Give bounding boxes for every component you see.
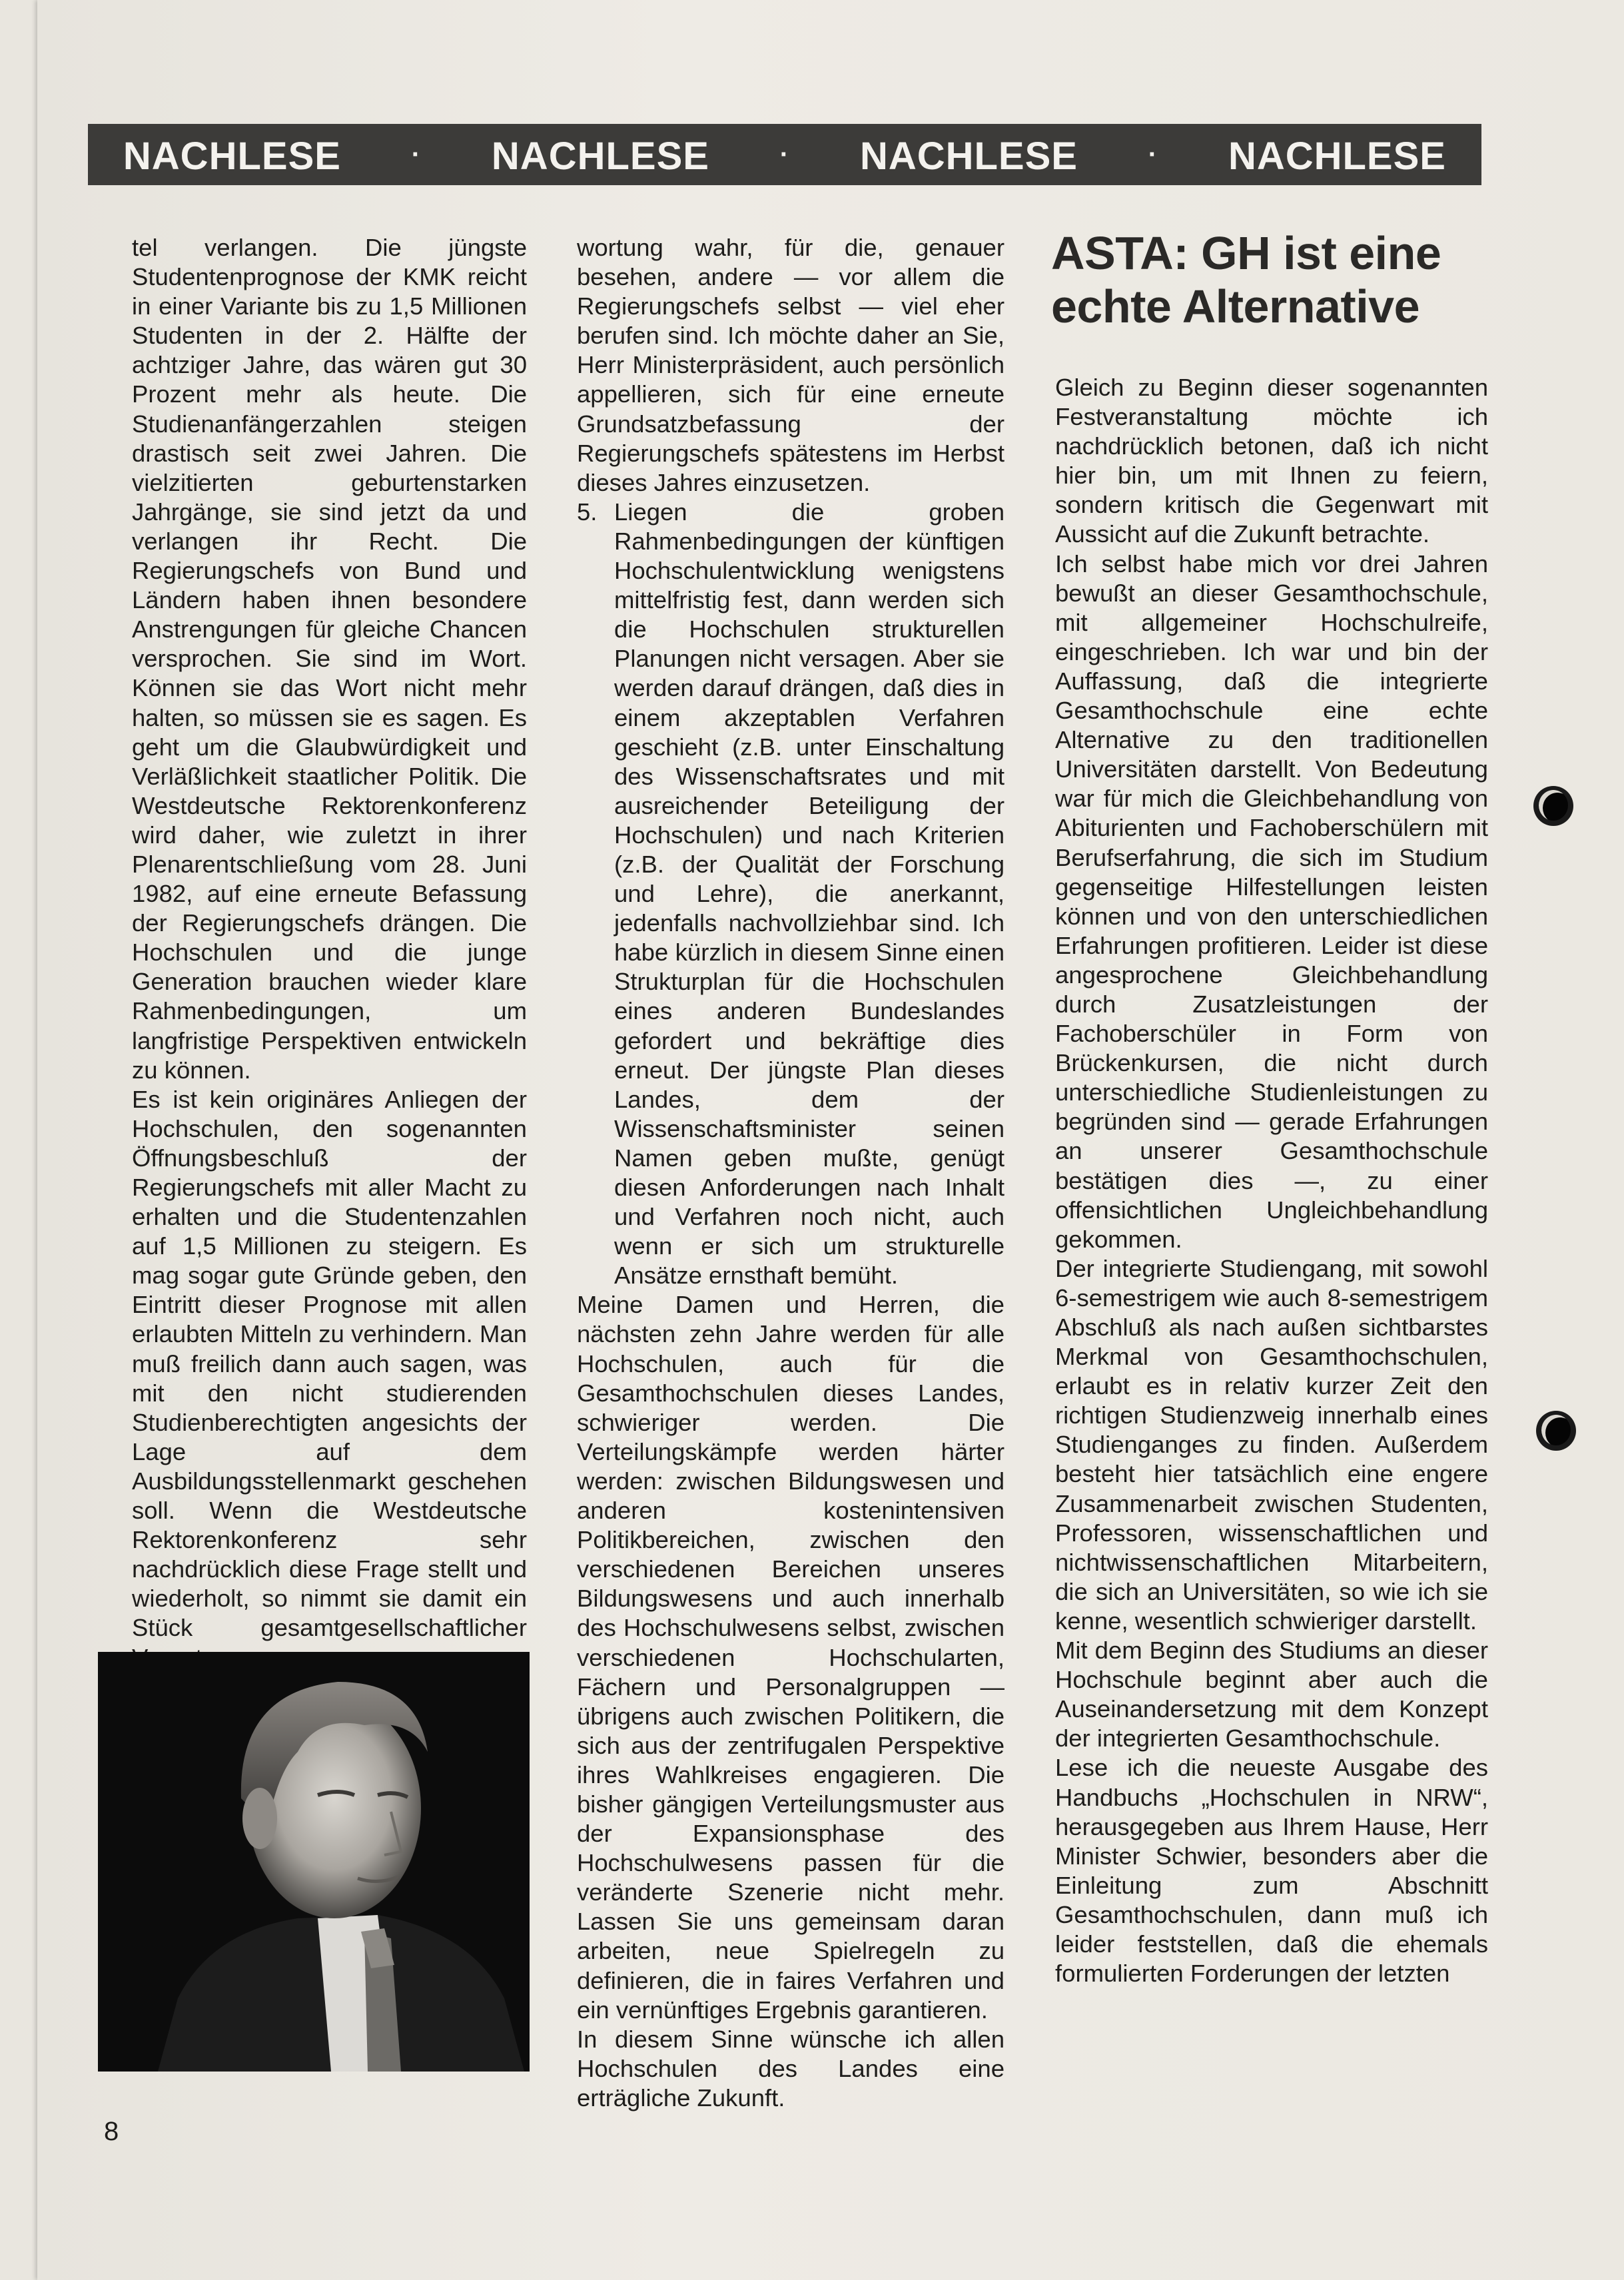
column-3 bbox=[1055, 373, 1488, 1988]
article-headline: ASTA: GH ist eine echte Alternative bbox=[1051, 227, 1441, 332]
page-number: 8 bbox=[104, 2117, 119, 2146]
banner-word: NACHLESE bbox=[1228, 134, 1446, 178]
banner-word: NACHLESE bbox=[491, 134, 709, 178]
binder-hole bbox=[1533, 786, 1573, 826]
point-text: Liegen die groben Rahmenbedingungen der künftigen Hochschulentwicklung wenigstens mittelfristig fest, dann werden sich die Hochschulen strukturellen Planungen nicht versagen. Aber sie werden darauf drängen, daß dies in einem akzeptablen Verfahren geschieht (z.B. unter Einschaltung des Wissenschaftsrates und mit ausreichender Beteiligung der Hochschulen) und nach Kriterien (z.B. der Qualität der Forschung und Lehre), die anerkannt, jedenfalls nachvollziehbar sind. Ich habe kürzlich in diesem Sinne einen Strukturplan für die Hochschulen eines anderen Bundeslandes gefordert und bekräftige dies erneut. Der jüngste Plan dieses Landes, dem der Wissenschaftsminister seinen Namen geben mußte, genügt diesen Anforderungen nach Inhalt und Verfahren noch nicht, auch wenn er sich um strukturelle Ansätze ernsthaft bemüht. bbox=[614, 498, 1005, 1290]
column-2 bbox=[577, 233, 1005, 2113]
banner-separator: · bbox=[1148, 140, 1158, 169]
banner-separator: · bbox=[779, 140, 790, 169]
column-3-paragraph: Ich selbst habe mich vor drei Jahren bewußt an dieser Gesamthochschule, mit allgemeiner Hochschulreife, eingeschrieben. Ich war und bin der Auffassung, daß die integrierte Gesamthochschule eine echte Alternative zu den traditionellen Universitäten darstellt. Von Bedeutung war für mich die Gleichbehandlung von Abiturienten und Fachoberschülern mit Berufserfahrung, die sich im Studium gegenseitige Hilfestellungen leisten können und von den unterschiedlichen Erfahrungen profitieren. Leider ist diese angesprochene Gleichbehandlung durch Zusatzleistungen der Fachoberschüler in Form von Brückenkursen, die nicht durch unterschiedliche Studienleistungen zu begründen sind — gerade Erfahrungen an unserer Gesamthochschule bestätigen dies —, zu einer offensichtlichen Ungleichbehandlung gekommen. bbox=[1055, 550, 1488, 1253]
binder-hole bbox=[1536, 1411, 1576, 1451]
column-2-paragraph: In diesem Sinne wünsche ich allen Hochschulen des Landes eine erträgliche Zukunft. bbox=[577, 2025, 1005, 2111]
nachlese-banner bbox=[88, 124, 1481, 185]
speaker-portrait-photo bbox=[98, 1652, 530, 2072]
portrait-image bbox=[98, 1652, 530, 2072]
point-number: 5. bbox=[577, 498, 598, 526]
column-2-intro: wortung wahr, für die, genauer besehen, andere — vor allem die Regierungschefs selbst — viel eher berufen sind. Ich möchte daher an Sie, Herr Ministerpräsident, auch persönlich appellieren, sich für eine erneute Grundsatzbefassung der Regierungschefs spätestens im Herbst dieses Jahres einzusetzen. bbox=[577, 234, 1005, 496]
numbered-point-5 bbox=[577, 498, 1005, 1291]
column-1 bbox=[132, 233, 527, 1673]
column-3-paragraph: Gleich zu Beginn dieser sogenannten Festveranstaltung möchte ich nachdrücklich betonen, daß ich nicht hier bin, um mit Ihnen zu feiern, sondern kritisch die Gegenwart mit Aussicht auf die Zukunft betrachte. bbox=[1055, 374, 1488, 548]
banner-separator: · bbox=[411, 140, 422, 169]
column-3-paragraph: Mit dem Beginn des Studiums an dieser Hochschule beginnt aber auch die Auseinandersetzung mit dem Konzept der integrierten Gesamthochschule. bbox=[1055, 1637, 1488, 1752]
column-1-paragraph: tel verlangen. Die jüngste Studentenprognose der KMK reicht in einer Variante bis zu 1,5 Millionen Studenten in der 2. Hälfte der achtziger Jahre, das wären gut 30 Prozent mehr als heute. Die Studienanfängerzahlen steigen drastisch seit zwei Jahren. Die vielzitierten geburtenstarken Jahrgänge, sie sind jetzt da und verlangen ihr Recht. Die Regierungschefs von Bund und Ländern haben ihnen besondere Anstrengungen für gleiche Chancen versprochen. Sie sind im Wort. Können sie das Wort nicht mehr halten, so müssen sie es sagen. Es geht um die Glaubwürdigkeit und Verläßlichkeit staatlicher Politik. Die Westdeutsche Rektorenkonferenz wird daher, wie zuletzt in ihrer Plenarentschließung vom 28. Juni 1982, auf eine erneute Befassung der Regierungschefs drängen. Die Hochschulen und die junge Generation brauchen wieder klare Rahmenbedingungen, um langfristige Perspektiven entwickeln zu können. bbox=[132, 234, 527, 1084]
column-3-paragraph: Lese ich die neueste Ausgabe des Handbuchs „Hochschulen in NRW“, herausgegeben aus Ihrem Hause, Herr Minister Schwier, besonders aber die Einleitung zum Abschnitt Gesamthochschulen, dann muß ich leider feststellen, daß die ehemals formulierten Forderungen der letzten bbox=[1055, 1754, 1488, 1988]
column-3-paragraph: Der integrierte Studiengang, mit sowohl 6-semestrigem wie auch 8-semestrigem Abschluß als nach außen sichtbarstes Merkmal von Gesamthochschulen, erlaubt es in relativ kurzer Zeit den richtigen Studienzweig innerhalb eines Studienganges zu finden. Außerdem besteht hier tatsächlich eine engere Zusammenarbeit zwischen Studenten, Professoren, wissenschaftlichen und nichtwissenschaftlichen Mitarbeitern, die sich an Universitäten, so wie ich sie kenne, wesentlich schwieriger darstellt. bbox=[1055, 1254, 1488, 1635]
banner-word: NACHLESE bbox=[123, 134, 341, 178]
banner-word: NACHLESE bbox=[859, 134, 1078, 178]
column-1-paragraph: Es ist kein originäres Anliegen der Hochschulen, den sogenannten Öffnungsbeschluß der Regierungschefs mit aller Macht zu erhalten und die Studentenzahlen auf 1,5 Millionen zu steigern. Es mag sogar gute Gründe geben, den Eintritt dieser Prognose mit allen erlaubten Mitteln zu verhindern. Man muß freilich dann auch sagen, was mit den nicht studierenden Studienberechtigten angesichts der Lage auf dem Ausbildungsstellenmarkt geschehen soll. Wenn die Westdeutsche Rektorenkonferenz sehr nachdrücklich diese Frage stellt und wiederholt, so nimmt sie damit ein Stück gesamtgesellschaftlicher bbox=[132, 1085, 527, 1642]
column-2-paragraph: Meine Damen und Herren, die nächsten zehn Jahre werden für alle Hochschulen, auch für die Gesamthochschulen dieses Landes, schwieriger werden. Die Verteilungskämpfe werden härter werden: zwischen Bildungswesen und anderen kostenintensiven Politikbereichen, zwischen den verschiedenen Bereichen unseres Bildungswesens und auch innerhalb des Hochschulwesens selbst, zwischen verschiedenen Hochschularten, Fächern und Personalgruppen — übrigens auch zwischen Politikern, die sich aus der zentrifugalen Perspektive ihres Wahlkreises engagieren. Die bisher gängigen Verteilungsmuster aus der Expansionsphase des Hochschulwesens passen für die veränderte Szenerie nicht mehr. Lassen Sie uns gemeinsam daran arbeiten, neue Spielregeln zu definieren, die in faires Verfahren und ein vernünftiges Ergebnis garantieren. bbox=[577, 1291, 1005, 2024]
